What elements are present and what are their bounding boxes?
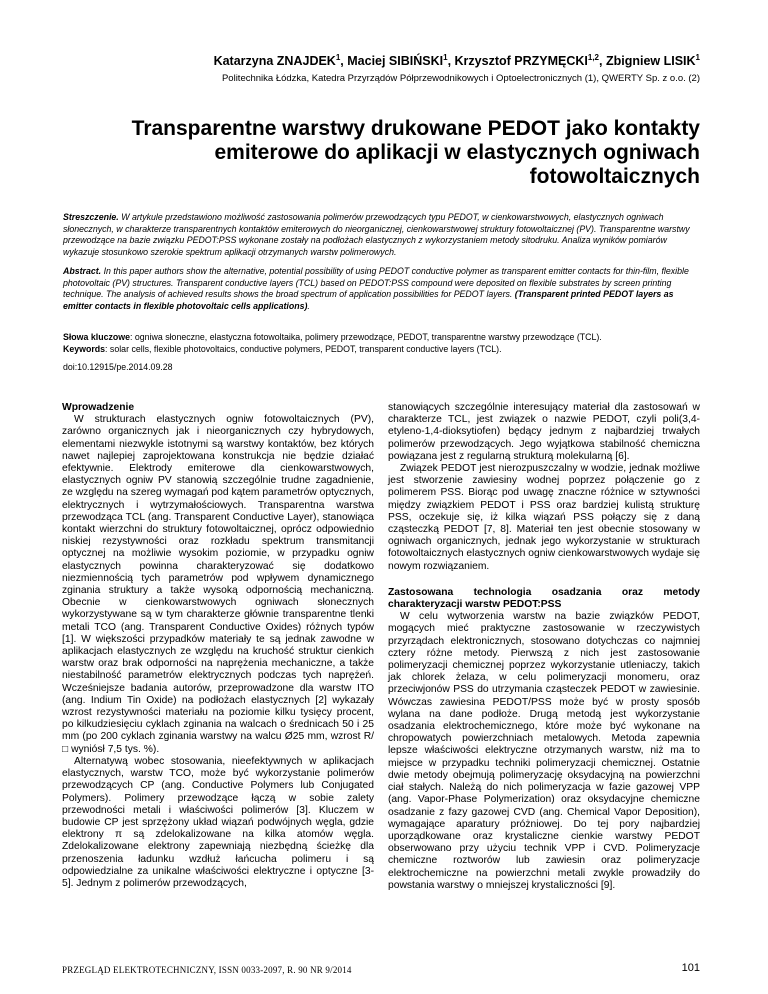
- title-line: emiterowe do aplikacji w elastycznych ogniwach: [214, 141, 700, 164]
- author-affiliation-mark: 1: [443, 53, 448, 62]
- author-name: Zbigniew LISIK: [605, 54, 696, 69]
- abstract-end: .: [307, 300, 310, 311]
- title-line: fotowoltaicznych: [529, 165, 700, 188]
- paragraph: Alternatywą wobec stosowania, nieefektywnych w aplikacjach elastycznych, warstw TCO, może być wykorzystanie polimerów przewodzących CP (ang. Conductive Polymers lub Conjugated Polymers). Polimery przewodzące łączą w sobie zalety przewodności metali i właściwości polimerów [3]. Kluczem w budowie CP jest sprzężony układ wiązań podwójnych węgla, gdzie elektrony π są zdelokalizowane na kilka atomów węgla. Zdelokalizowane elektrony zapewniają niezbędną ścieżkę dla przenoszenia ładunku wzdłuż łańcucha polimeru i są odpowiedzialne za unikalne właściwości elektryczne i optyczne [3-5]. Jednym z polimerów przewodzących,: [62, 755, 374, 889]
- paragraph: Związek PEDOT jest nierozpuszczalny w wodzie, jednak możliwe jest stworzenie zawiesiny wodnej poprzez połączenie go z polimerem PSS. Biorąc pod uwagę znaczne różnice w sztywności między związkiem PEDOT i PSS oraz bardziej kulistą strukturę PSS, oczekuje się, iż kilka wiązań PSS połączy się z daną cząsteczką PEDOT [7, 8]. Materiał ten jest obecnie stosowany w ogniwach organicznych, jednak jego wykorzystanie w strukturach fotowoltaicznych elastycznych ogniw cienkowarstwowych wydaje się nowym rozwiązaniem.: [388, 463, 700, 572]
- author-name: Katarzyna ZNAJDEK: [213, 54, 336, 69]
- affiliation: Politechnika Łódzka, Katedra Przyrządów Półprzewodnikowych i Optoelectronicznych (1), QWERTY Sp. z o.o. (2): [221, 73, 700, 84]
- keywords-text: : solar cells, flexible photovoltaics, conductive polymers, PEDOT, transparent conductive layers (TCL).: [105, 343, 502, 354]
- doi: doi:10.12915/pe.2014.09.28: [63, 362, 173, 372]
- author-affiliation-mark: 1: [695, 53, 700, 62]
- author-list: [0, 53, 700, 68]
- polish-abstract: [63, 212, 700, 258]
- paragraph: W strukturach elastycznych ogniw fotowoltaicznych (PV), zarówno organicznych jak i nieorganicznych czy hybrydowych, elementami niezwykle istotnymi są warstwy kontaktów, bez których nawet najlepiej zaprojektowana konstrukcja nie będzie działać efektywnie. Elektrody emiterowe dla cienkowarstwowych, elastycznych ogniw PV stanowią szczególnie trudne zagadnienie, ze względu na szereg wymagań pod kątem parametrów optycznych, elektrycznych i wytrzymałościowych. Transparentna warstwa przewodząca TCL (ang. Transparent Conductive Layer), stanowiąca kontakt wierzchni do struktury fotowoltaicznej, oprócz odpowiednio niskiej rezystywności oraz rozkładu spektrum transmitancji optycznej na możliwie wysokim poziomie, w przypadku ogniw elastycznych powinna charakteryzować się dodatkowo niezmiennością tych parametrów pod wpływem dynamicznego zginania struktury a także wysoką odpornością mechaniczną. Obecnie w cienkowarstwowych ogniwach słonecznych wykorzystywane są w tym charakterze głównie transparentne tlenki metali TCO (ang. Transparent Conductive Oxides) różnych typów [1]. W większości przypadków materiały te są jednak zawodne w aplikacjach elastycznych ze względu na kruchość struktur cienkich warstw oraz brak odporności na naprężenia mechaniczne, a także niestabilność parametrów elektrycznych podczas tych naprężeń. Wcześniejsze badania autorów, przeprowadzone dla warstw ITO (ang. Indium Tin Oxide) na podłożach elastycznych [2] wykazały wzrost rezystywności materiału na poziomie kilku tysięcy procent, po kilkudziesięciu cyklach zginania na walcach o średnicach 50 i 25 mm (po 200 cyklach zginania warstwy na walcu Ø25 mm, wzrost R/□ wyniósł 7,5 tys. %).: [62, 414, 374, 755]
- section-heading: Wprowadzenie: [62, 402, 135, 413]
- keywords-label: Słowa kluczowe: [63, 332, 130, 342]
- abstract-label: Abstract.: [63, 266, 102, 276]
- keywords: [63, 332, 700, 355]
- paragraph: W celu wytworzenia warstw na bazie związków PEDOT, mogących mieć praktyczne zastosowanie w rzeczywistych przyrządach elektronicznych, stosowano dotychczas co najmniej cztery różne metody. Pierwszą z nich jest zastosowanie polimeryzacji chemicznej poprzez wykorzystanie utleniaczy, takich jak chlorek żelaza, w celu polimeryzacji monomeru, oraz przeciwjonów PSS do utrzymania cząsteczek PEDOT w zawiesinie. Wówczas zawiesina PEDOT/PSS może być w prosty sposób wylana na dane podłoże. Drugą metodą jest wykorzystanie osadzania elektrochemicznego, które może być wykonane na chropowatych powierzchniach metalowych. Metoda zapewnia lepsze właściwości elektryczne otrzymanych warstw, niż ma to miejsce w przypadku techniki polimeryzacji chemicznej. Ostatnie dwie metody obejmują polimeryzację oksydacyjną na powierzchni ciał stałych. Należą do nich polimeryzacja w fazie gazowej VPP (ang. Vapor-Phase Polymerization) oraz oksydacyjne chemiczne osadzanie z fazy gazowej CVD (ang. Chemical Vapor Deposition), wymagające aparatury próżniowej. Do tej pory najbardziej uporządkowane oraz krystaliczne cienkie warstwy PEDOT obserwowano przy użyciu technik VPP i CVD. Polimeryzacje chemiczne roztworów lub zawiesin oraz polimeryzacje elektrochemiczne na powierzchni metali zwykle prowadziły do powstania warstwy o mniejszej krystaliczności [9].: [388, 611, 700, 891]
- author-name: Maciej SIBIŃSKI: [347, 54, 444, 69]
- paragraph: stanowiących szczególnie interesujący materiał dla zastosowań w charakterze TCL, jest związek o nazwie PEDOT, czyli poli(3,4-etyleno-1,4-dioksytiofen) będący jednym z najbardziej trwałych polimerów przewodzących. Jego wyjątkowa stabilność chemiczna powiązana jest z regularną strukturą molekularną [6].: [388, 402, 700, 462]
- abstract-text: W artykule przedstawiono możliwość zastosowania polimerów przewodzących typu PEDOT, w cienkowarstwowych, elastycznych ogniwach słonecznych, w charakterze transparentnych kontaktów emiterowych do nieorganicznej, cienkowarstwowej struktury fotowoltaicznej (PV). Transparentne warstwy przewodzące na bazie związku PEDOT:PSS wykonane zostały na podłożach elastycznych z wykorzystaniem metody sitodruku. Analiza wyników pomiarów wykazuje stosunkowo szerokie spektrum aplikacji otrzymanych warstw polimerowych.: [63, 212, 690, 257]
- section-heading: Zastosowana technologia osadzania oraz metody charakteryzacji warstw PEDOT:PSS: [388, 586, 700, 611]
- left-column: [62, 402, 374, 890]
- abstract-text: In this paper authors show the alternative, potential possibility of using PEDOT conductive polymer as transparent emitter contacts for thin-film, flexible photovoltaic (PV) structures. Transparent conductive layers (TCL) based on PEDOT:PSS compound were deposited on flexible substrates by screen printing technique. The analysis of achieved results shows the broad spectrum of application possibilities for PEDOT layers.: [63, 266, 689, 299]
- keywords-english: [63, 344, 700, 356]
- right-column: [388, 402, 700, 892]
- title-line: Transparentne warstwy drukowane PEDOT jako kontakty: [131, 117, 700, 140]
- journal-footer: PRZEGLĄD ELEKTROTECHNICZNY, ISSN 0033-2097, R. 90 NR 9/2014: [62, 965, 352, 975]
- author-affiliation-mark: 1,2: [587, 53, 599, 62]
- author-separator: ,: [340, 54, 348, 69]
- keywords-label: Keywords: [63, 343, 106, 354]
- keywords-polish: [63, 332, 700, 344]
- author-affiliation-mark: 1: [335, 53, 341, 62]
- abstract-label: Streszczenie.: [63, 212, 119, 222]
- english-title: (Transparent printed PEDOT layers as emitter contacts in flexible photovoltaic cells applications): [63, 289, 674, 311]
- author-separator: ,: [599, 54, 606, 69]
- english-abstract: [63, 266, 700, 312]
- page-number: 101: [681, 962, 700, 974]
- author-separator: ,: [447, 54, 455, 69]
- paper-title: [100, 117, 700, 189]
- keywords-text: : ogniwa słoneczne, elastyczna fotowoltaika, polimery przewodzące, PEDOT, transparentne warstwy przewodzące (TCL).: [129, 332, 602, 342]
- author-name: Krzysztof PRZYMĘCKI: [454, 54, 588, 69]
